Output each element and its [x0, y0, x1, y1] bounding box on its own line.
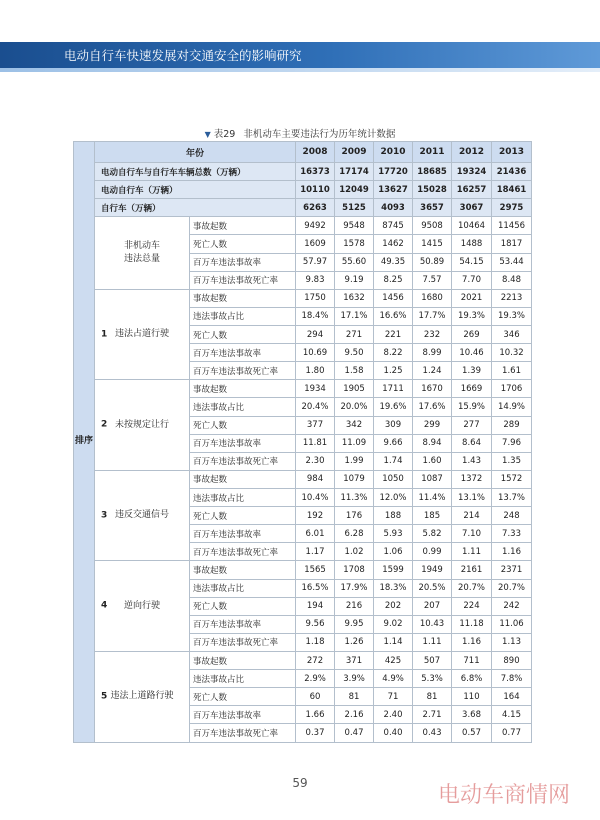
metric-value-cell: 9.19 [335, 271, 374, 289]
metric-label: 百万车违法事故率 [190, 706, 296, 724]
metric-label: 事故起数 [190, 470, 296, 488]
metric-label: 百万车违法事故死亡率 [190, 724, 296, 742]
summary-value-cell: 6263 [296, 199, 335, 217]
metric-value-cell: 164 [492, 688, 532, 706]
metric-value-cell: 1.58 [335, 362, 374, 380]
metric-value-cell: 1.35 [492, 452, 532, 470]
metric-value-cell: 1669 [452, 380, 492, 398]
metric-value-cell: 1708 [335, 561, 374, 579]
summary-row-label: 电动自行车与自行车车辆总数（万辆） [95, 163, 296, 181]
metric-value-cell: 1632 [335, 289, 374, 307]
summary-value-cell: 5125 [335, 199, 374, 217]
metric-value-cell: 1609 [296, 235, 335, 253]
metric-value-cell: 9508 [413, 217, 452, 235]
metric-value-cell: 7.70 [452, 271, 492, 289]
metric-value-cell: 248 [492, 507, 532, 525]
summary-value-cell: 18461 [492, 181, 532, 199]
metric-value-cell: 2213 [492, 289, 532, 307]
metric-value-cell: 1599 [374, 561, 413, 579]
violation-category-text: 非机动车违法总量 [123, 241, 160, 265]
metric-value-cell: 6.01 [296, 525, 335, 543]
metric-value-cell: 1.66 [296, 706, 335, 724]
metric-value-cell: 49.35 [374, 253, 413, 271]
metric-value-cell: 11.18 [452, 615, 492, 633]
metric-value-cell: 1.18 [296, 633, 335, 651]
group-sequence-number: 5 [101, 691, 108, 702]
metric-value-cell: 81 [413, 688, 452, 706]
year-header-cell: 2013 [492, 142, 532, 163]
summary-value-cell: 15028 [413, 181, 452, 199]
metric-value-cell: 5.3% [413, 670, 452, 688]
metric-value-cell: 1.74 [374, 452, 413, 470]
table-number: 表29 [213, 129, 236, 140]
metric-value-cell: 18.3% [374, 579, 413, 597]
metric-label: 百万车违法事故率 [190, 253, 296, 271]
metric-value-cell: 110 [452, 688, 492, 706]
metric-value-cell: 0.47 [335, 724, 374, 742]
year-header-cell: 2010 [374, 142, 413, 163]
page-number: 59 [292, 776, 308, 790]
metric-value-cell: 207 [413, 597, 452, 615]
metric-value-cell: 271 [335, 325, 374, 343]
metric-value-cell: 0.57 [452, 724, 492, 742]
group-sequence-number: 3 [101, 510, 108, 521]
metric-value-cell: 60 [296, 688, 335, 706]
metric-value-cell: 8.25 [374, 271, 413, 289]
metric-value-cell: 53.44 [492, 253, 532, 271]
table-row [74, 289, 532, 307]
metric-value-cell: 10.4% [296, 488, 335, 506]
metric-value-cell: 1415 [413, 235, 452, 253]
metric-value-cell: 1488 [452, 235, 492, 253]
metric-value-cell: 2.16 [335, 706, 374, 724]
summary-value-cell: 4093 [374, 199, 413, 217]
metric-value-cell: 185 [413, 507, 452, 525]
summary-value-cell: 17720 [374, 163, 413, 181]
violation-category-label [95, 217, 190, 289]
metric-value-cell: 55.60 [335, 253, 374, 271]
group-sequence-number: 2 [101, 419, 108, 430]
metric-value-cell: 1050 [374, 470, 413, 488]
metric-label: 死亡人数 [190, 235, 296, 253]
metric-value-cell: 1.16 [492, 543, 532, 561]
metric-value-cell: 371 [335, 651, 374, 669]
metric-value-cell: 176 [335, 507, 374, 525]
metric-value-cell: 342 [335, 416, 374, 434]
metric-value-cell: 7.8% [492, 670, 532, 688]
metric-value-cell: 3.68 [452, 706, 492, 724]
metric-value-cell: 1.11 [413, 633, 452, 651]
metric-value-cell: 9492 [296, 217, 335, 235]
metric-value-cell: 17.7% [413, 307, 452, 325]
metric-value-cell: 7.96 [492, 434, 532, 452]
metric-value-cell: 10.43 [413, 615, 452, 633]
metric-value-cell: 1670 [413, 380, 452, 398]
violation-category-text: 违法占道行驶 [114, 329, 169, 340]
violation-category-label [95, 651, 190, 742]
metric-value-cell: 9.50 [335, 344, 374, 362]
metric-label: 百万车违法事故率 [190, 434, 296, 452]
summary-row-label: 电动自行车（万辆） [95, 181, 296, 199]
metric-value-cell: 15.9% [452, 398, 492, 416]
metric-value-cell: 221 [374, 325, 413, 343]
metric-value-cell: 20.7% [452, 579, 492, 597]
metric-value-cell: 1680 [413, 289, 452, 307]
summary-row [74, 199, 532, 217]
metric-value-cell: 2021 [452, 289, 492, 307]
metric-value-cell: 1.60 [413, 452, 452, 470]
metric-value-cell: 0.40 [374, 724, 413, 742]
metric-value-cell: 1.61 [492, 362, 532, 380]
metric-value-cell: 71 [374, 688, 413, 706]
metric-value-cell: 0.77 [492, 724, 532, 742]
summary-value-cell: 3657 [413, 199, 452, 217]
header-accent-strip [0, 68, 600, 72]
caption-marker-icon: ▼ [204, 130, 211, 139]
metric-label: 死亡人数 [190, 507, 296, 525]
summary-value-cell: 16257 [452, 181, 492, 199]
metric-label: 死亡人数 [190, 597, 296, 615]
metric-value-cell: 192 [296, 507, 335, 525]
metric-value-cell: 346 [492, 325, 532, 343]
metric-value-cell: 890 [492, 651, 532, 669]
table-row [74, 217, 532, 235]
year-header-cell: 2012 [452, 142, 492, 163]
metric-value-cell: 13.1% [452, 488, 492, 506]
summary-value-cell: 3067 [452, 199, 492, 217]
metric-value-cell: 1.99 [335, 452, 374, 470]
metric-value-cell: 17.9% [335, 579, 374, 597]
violation-category-label [95, 380, 190, 471]
metric-value-cell: 57.97 [296, 253, 335, 271]
metric-value-cell: 20.0% [335, 398, 374, 416]
metric-value-cell: 81 [335, 688, 374, 706]
metric-value-cell: 10.69 [296, 344, 335, 362]
table-header-row [74, 142, 532, 163]
metric-value-cell: 1572 [492, 470, 532, 488]
metric-label: 违法事故占比 [190, 488, 296, 506]
year-header-cell: 2008 [296, 142, 335, 163]
metric-value-cell: 16.6% [374, 307, 413, 325]
metric-value-cell: 50.89 [413, 253, 452, 271]
metric-value-cell: 1.02 [335, 543, 374, 561]
summary-row [74, 181, 532, 199]
metric-value-cell: 9.02 [374, 615, 413, 633]
metric-value-cell: 1905 [335, 380, 374, 398]
metric-value-cell: 17.1% [335, 307, 374, 325]
metric-value-cell: 20.4% [296, 398, 335, 416]
metric-value-cell: 11.4% [413, 488, 452, 506]
metric-label: 百万车违法事故死亡率 [190, 633, 296, 651]
summary-value-cell: 16373 [296, 163, 335, 181]
metric-value-cell: 1462 [374, 235, 413, 253]
metric-value-cell: 2161 [452, 561, 492, 579]
metric-value-cell: 11.3% [335, 488, 374, 506]
metric-value-cell: 1079 [335, 470, 374, 488]
metric-value-cell: 5.93 [374, 525, 413, 543]
violation-category-label [95, 289, 190, 380]
metric-value-cell: 1.11 [452, 543, 492, 561]
metric-value-cell: 1949 [413, 561, 452, 579]
metric-value-cell: 20.7% [492, 579, 532, 597]
metric-label: 死亡人数 [190, 325, 296, 343]
metric-label: 百万车违法事故死亡率 [190, 452, 296, 470]
metric-value-cell: 188 [374, 507, 413, 525]
metric-value-cell: 19.6% [374, 398, 413, 416]
metric-value-cell: 10464 [452, 217, 492, 235]
metric-value-cell: 289 [492, 416, 532, 434]
metric-label: 违法事故占比 [190, 307, 296, 325]
summary-value-cell: 19324 [452, 163, 492, 181]
metric-label: 百万车违法事故死亡率 [190, 362, 296, 380]
metric-value-cell: 11456 [492, 217, 532, 235]
metric-label: 违法事故占比 [190, 670, 296, 688]
metric-value-cell: 242 [492, 597, 532, 615]
metric-value-cell: 5.82 [413, 525, 452, 543]
metric-value-cell: 1.43 [452, 452, 492, 470]
metric-value-cell: 984 [296, 470, 335, 488]
summary-value-cell: 2975 [492, 199, 532, 217]
watermark: 电动车商情网 [437, 783, 570, 808]
metric-value-cell: 299 [413, 416, 452, 434]
metric-value-cell: 1.06 [374, 543, 413, 561]
year-header-label: 年份 [95, 142, 296, 163]
metric-value-cell: 12.0% [374, 488, 413, 506]
metric-value-cell: 9.56 [296, 615, 335, 633]
metric-value-cell: 1372 [452, 470, 492, 488]
metric-value-cell: 9.83 [296, 271, 335, 289]
metric-value-cell: 216 [335, 597, 374, 615]
metric-value-cell: 4.15 [492, 706, 532, 724]
metric-value-cell: 8.48 [492, 271, 532, 289]
metric-value-cell: 1.39 [452, 362, 492, 380]
metric-value-cell: 54.15 [452, 253, 492, 271]
metric-value-cell: 1.13 [492, 633, 532, 651]
violation-category-label [95, 470, 190, 561]
violation-category-text: 未按规定让行 [114, 419, 169, 430]
metric-value-cell: 425 [374, 651, 413, 669]
metric-value-cell: 6.28 [335, 525, 374, 543]
metric-value-cell: 294 [296, 325, 335, 343]
summary-value-cell: 13627 [374, 181, 413, 199]
table-row [74, 380, 532, 398]
table-row [74, 651, 532, 669]
summary-row [74, 163, 532, 181]
table-row [74, 561, 532, 579]
summary-value-cell: 12049 [335, 181, 374, 199]
metric-label: 百万车违法事故率 [190, 525, 296, 543]
metric-value-cell: 2371 [492, 561, 532, 579]
metric-label: 百万车违法事故率 [190, 615, 296, 633]
metric-value-cell: 377 [296, 416, 335, 434]
summary-value-cell: 21436 [492, 163, 532, 181]
metric-value-cell: 14.9% [492, 398, 532, 416]
violation-category-label [95, 561, 190, 652]
summary-row-label: 自行车（万辆） [95, 199, 296, 217]
metric-value-cell: 8.94 [413, 434, 452, 452]
metric-value-cell: 8745 [374, 217, 413, 235]
metric-value-cell: 19.3% [452, 307, 492, 325]
metric-value-cell: 17.6% [413, 398, 452, 416]
metric-value-cell: 1750 [296, 289, 335, 307]
year-header-cell: 2011 [413, 142, 452, 163]
summary-value-cell: 18685 [413, 163, 452, 181]
metric-value-cell: 16.5% [296, 579, 335, 597]
metric-label: 事故起数 [190, 289, 296, 307]
metric-value-cell: 18.4% [296, 307, 335, 325]
metric-value-cell: 1.14 [374, 633, 413, 651]
metric-label: 死亡人数 [190, 416, 296, 434]
page-header-title: 电动自行车快速发展对交通安全的影响研究 [64, 48, 302, 63]
metric-value-cell: 1087 [413, 470, 452, 488]
metric-label: 事故起数 [190, 561, 296, 579]
statistics-table [73, 141, 532, 743]
metric-value-cell: 1.80 [296, 362, 335, 380]
metric-value-cell: 19.3% [492, 307, 532, 325]
metric-value-cell: 2.9% [296, 670, 335, 688]
violation-category-text: 违法上道路行驶 [110, 691, 174, 702]
metric-value-cell: 269 [452, 325, 492, 343]
summary-value-cell: 17174 [335, 163, 374, 181]
metric-value-cell: 277 [452, 416, 492, 434]
table-caption [0, 126, 600, 140]
metric-value-cell: 0.43 [413, 724, 452, 742]
metric-value-cell: 9.66 [374, 434, 413, 452]
metric-label: 事故起数 [190, 651, 296, 669]
metric-value-cell: 6.8% [452, 670, 492, 688]
metric-label: 百万车违法事故死亡率 [190, 543, 296, 561]
metric-value-cell: 2.40 [374, 706, 413, 724]
metric-label: 死亡人数 [190, 688, 296, 706]
metric-value-cell: 2.71 [413, 706, 452, 724]
metric-value-cell: 1706 [492, 380, 532, 398]
metric-value-cell: 7.57 [413, 271, 452, 289]
metric-value-cell: 7.10 [452, 525, 492, 543]
metric-value-cell: 1.26 [335, 633, 374, 651]
metric-value-cell: 214 [452, 507, 492, 525]
group-sequence-number: 4 [101, 600, 108, 611]
metric-value-cell: 9548 [335, 217, 374, 235]
metric-value-cell: 202 [374, 597, 413, 615]
ranking-column-header: 排序 [74, 142, 95, 743]
metric-value-cell: 1.17 [296, 543, 335, 561]
metric-value-cell: 11.06 [492, 615, 532, 633]
page-header-banner [0, 42, 600, 68]
violation-category-text: 逆向行驶 [123, 600, 160, 611]
metric-value-cell: 8.64 [452, 434, 492, 452]
metric-value-cell: 8.99 [413, 344, 452, 362]
metric-value-cell: 224 [452, 597, 492, 615]
metric-value-cell: 10.46 [452, 344, 492, 362]
metric-value-cell: 2.30 [296, 452, 335, 470]
metric-value-cell: 8.22 [374, 344, 413, 362]
metric-value-cell: 1.24 [413, 362, 452, 380]
metric-value-cell: 11.81 [296, 434, 335, 452]
metric-value-cell: 194 [296, 597, 335, 615]
metric-label: 事故起数 [190, 217, 296, 235]
metric-value-cell: 0.99 [413, 543, 452, 561]
table-title: 非机动车主要违法行为历年统计数据 [243, 129, 396, 140]
metric-value-cell: 1578 [335, 235, 374, 253]
metric-value-cell: 232 [413, 325, 452, 343]
metric-value-cell: 4.9% [374, 670, 413, 688]
metric-value-cell: 10.32 [492, 344, 532, 362]
metric-value-cell: 9.95 [335, 615, 374, 633]
metric-label: 违法事故占比 [190, 579, 296, 597]
metric-value-cell: 1456 [374, 289, 413, 307]
metric-value-cell: 1711 [374, 380, 413, 398]
metric-value-cell: 13.7% [492, 488, 532, 506]
metric-value-cell: 507 [413, 651, 452, 669]
metric-value-cell: 7.33 [492, 525, 532, 543]
metric-label: 百万车违法事故率 [190, 344, 296, 362]
summary-value-cell: 10110 [296, 181, 335, 199]
table-row [74, 470, 532, 488]
metric-label: 事故起数 [190, 380, 296, 398]
metric-value-cell: 1.25 [374, 362, 413, 380]
metric-value-cell: 1934 [296, 380, 335, 398]
metric-value-cell: 0.37 [296, 724, 335, 742]
metric-value-cell: 711 [452, 651, 492, 669]
metric-value-cell: 20.5% [413, 579, 452, 597]
metric-value-cell: 1.16 [452, 633, 492, 651]
metric-label: 百万车违法事故死亡率 [190, 271, 296, 289]
year-header-cell: 2009 [335, 142, 374, 163]
metric-label: 违法事故占比 [190, 398, 296, 416]
metric-value-cell: 1565 [296, 561, 335, 579]
metric-value-cell: 11.09 [335, 434, 374, 452]
group-sequence-number: 1 [101, 329, 108, 340]
metric-value-cell: 272 [296, 651, 335, 669]
violation-category-text: 违反交通信号 [114, 510, 169, 521]
metric-value-cell: 1817 [492, 235, 532, 253]
metric-value-cell: 309 [374, 416, 413, 434]
metric-value-cell: 3.9% [335, 670, 374, 688]
